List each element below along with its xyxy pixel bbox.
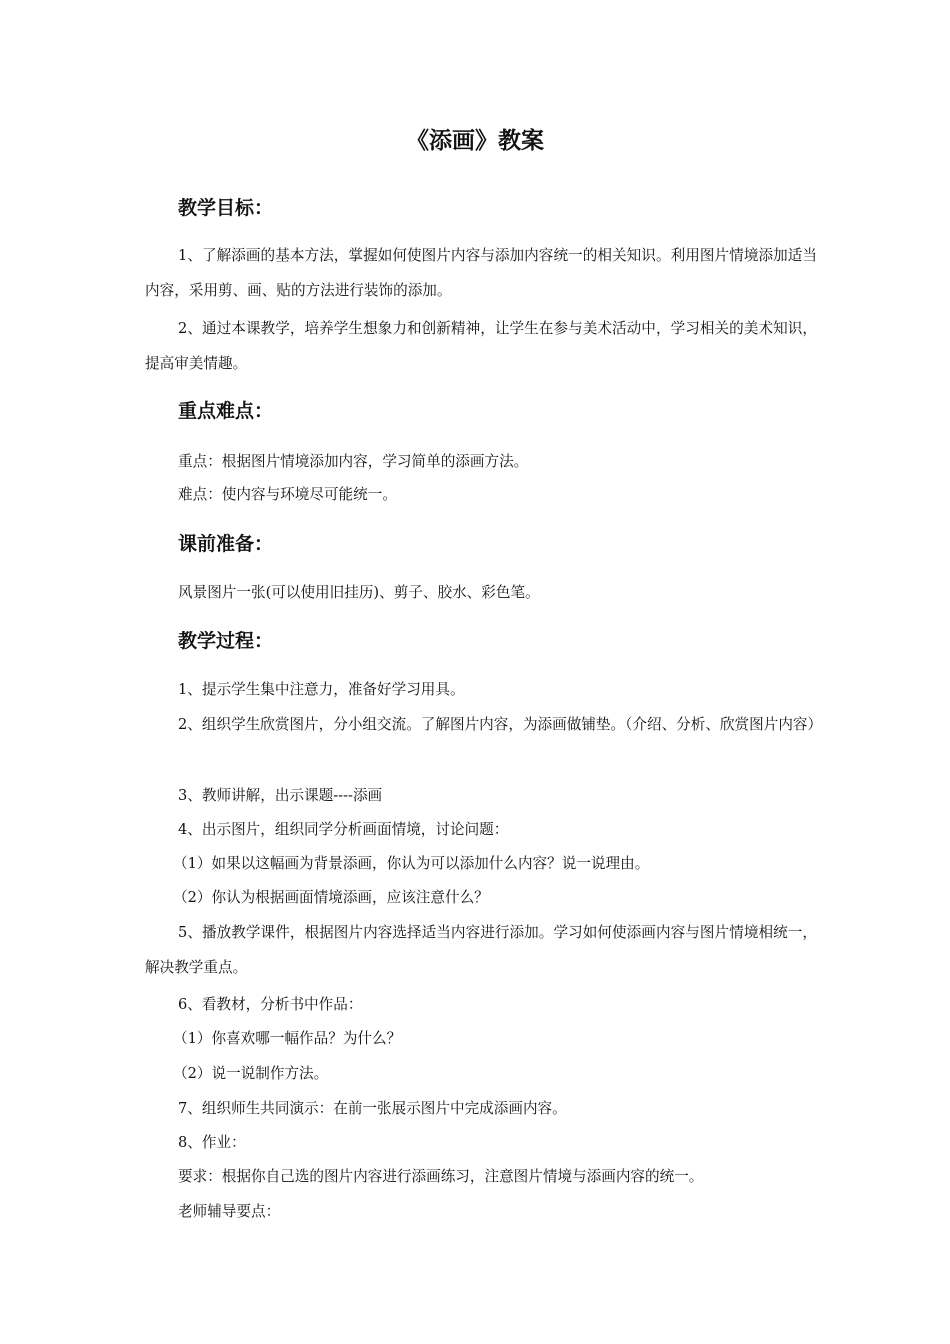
process-step-1: 1、提示学生集中注意力，准备好学习用具。 — [178, 681, 465, 698]
heading-process: 教学过程： — [178, 630, 274, 652]
objective-paragraph-1: 1、了解添画的基本方法，掌握如何使图片内容与添加内容统一的相关知识。利用图片情境添加适当内容，采用剪、画、贴的方法进行装饰的添加。 — [145, 247, 817, 299]
homework-requirement: 要求：根据你自己选的图片内容进行添画练习，注意图片情境与添画内容的统一。 — [178, 1168, 704, 1185]
key-point-text: 重点：根据图片情境添加内容，学习简单的添画方法。 — [178, 453, 529, 470]
process-step-2: 2、组织学生欣赏图片，分小组交流。了解图片内容，为添画做铺垫。（介绍、分析、欣赏图片内容） — [178, 716, 823, 733]
preparation-text: 风景图片一张(可以使用旧挂历)、剪子、胶水、彩色笔。 — [178, 584, 540, 601]
process-step-5: 5、播放教学课件，根据图片内容选择适当内容进行添加。学习如何使添画内容与图片情境相统一，解决教学重点。 — [145, 924, 817, 976]
process-step-4-question-2: （2）你认为根据画面情境添画，应该注意什么？ — [173, 889, 489, 906]
difficulty-text: 难点：使内容与环境尽可能统一。 — [178, 486, 397, 503]
heading-key-points: 重点难点： — [178, 400, 274, 422]
process-step-3: 3、教师讲解，出示课题----添画 — [178, 787, 383, 804]
process-step-8: 8、作业： — [178, 1134, 246, 1151]
process-step-7: 7、组织师生共同演示：在前一张展示图片中完成添画内容。 — [178, 1100, 567, 1117]
heading-preparation: 课前准备： — [178, 533, 274, 555]
process-step-6: 6、看教材，分析书中作品： — [178, 996, 363, 1013]
process-step-6-question-1: （1）你喜欢哪一幅作品？为什么？ — [173, 1030, 402, 1047]
tutor-points: 老师辅导要点： — [178, 1203, 281, 1220]
heading-objectives: 教学目标： — [178, 197, 274, 219]
process-step-6-question-2: （2）说一说制作方法。 — [173, 1065, 329, 1082]
process-step-4: 4、出示图片，组织同学分析画面情境，讨论问题： — [178, 821, 509, 838]
objective-paragraph-2: 2、通过本课教学，培养学生想象力和创新精神，让学生在参与美术活动中，学习相关的美术知识，提高审美情趣。 — [145, 320, 817, 372]
document-title: 《添画》教案 — [406, 128, 544, 154]
process-step-4-question-1: （1）如果以这幅画为背景添画，你认为可以添加什么内容？说一说理由。 — [173, 855, 650, 872]
